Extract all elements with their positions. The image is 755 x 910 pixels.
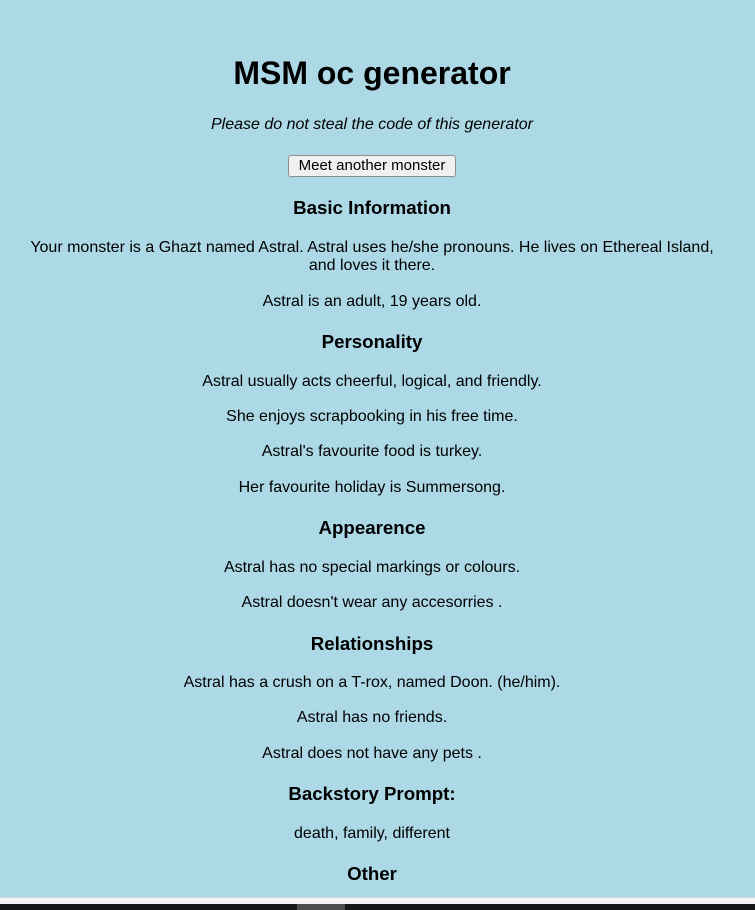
button-row <box>25 155 719 177</box>
favourite-food-text: Astral's favourite food is turkey. <box>261 443 483 461</box>
favourite-holiday-text: Her favourite holiday is Summersong. <box>238 478 506 496</box>
disclaimer-text: Please do not steal the code of this generator <box>211 116 533 133</box>
monster-age-text: Astral is an adult, 19 years old. <box>262 292 482 310</box>
section-heading-personality: Personality <box>321 331 423 353</box>
accessories-text: Astral doesn't wear any accesorries . <box>241 594 503 612</box>
pets-text: Astral does not have any pets . <box>262 744 482 762</box>
monster-summary-text: Your monster is a Ghazt named Astral. Astral uses he/she pronouns. He lives on Ethereal Island, and loves it there. <box>30 238 714 275</box>
meet-another-monster-button[interactable]: Meet another monster <box>288 155 457 177</box>
section-heading-backstory-prompt: Backstory Prompt: <box>288 783 456 805</box>
friends-text: Astral has no friends. <box>296 709 448 727</box>
crush-text: Astral has a crush on a T-rox, named Doon. (he/him). <box>183 674 561 692</box>
section-heading-appearence: Appearence <box>318 517 426 539</box>
page-title: MSM oc generator <box>233 55 511 91</box>
section-heading-relationships: Relationships <box>310 632 434 654</box>
personality-traits-text: Astral usually acts cheerful, logical, and friendly. <box>202 372 542 390</box>
backstory-prompt-text: death, family, different <box>294 824 450 842</box>
horizontal-scrollbar-thumb[interactable] <box>297 904 345 910</box>
generator-content <box>25 55 719 885</box>
section-heading-basic-information: Basic Information <box>293 197 451 219</box>
horizontal-scrollbar[interactable] <box>0 904 755 910</box>
hobby-text: She enjoys scrapbooking in his free time. <box>226 408 518 426</box>
page-bottom-strip <box>0 897 755 904</box>
markings-text: Astral has no special markings or colours. <box>223 558 521 576</box>
section-heading-other: Other <box>347 863 397 885</box>
